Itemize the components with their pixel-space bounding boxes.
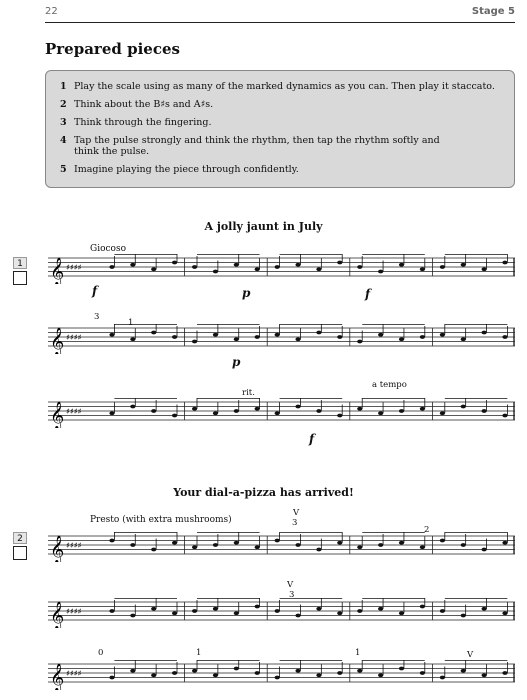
staff-notation xyxy=(48,532,515,562)
note-head xyxy=(213,543,218,547)
piece-1-number: 1 xyxy=(13,257,27,269)
instruction-item xyxy=(60,164,500,175)
staff-notation xyxy=(48,660,515,690)
note-head xyxy=(378,607,383,611)
note-head xyxy=(151,267,156,271)
note-head xyxy=(151,331,156,335)
note-head xyxy=(502,335,507,339)
fingering: 1 xyxy=(355,648,361,658)
note-head xyxy=(316,607,321,611)
note-head xyxy=(357,407,362,411)
note-head xyxy=(461,337,466,341)
note-head xyxy=(440,265,445,269)
note-head xyxy=(130,405,135,409)
note-head xyxy=(192,407,197,411)
staff-system xyxy=(48,324,515,354)
note-head xyxy=(420,335,425,339)
note-head xyxy=(275,609,280,613)
dynamic-marking: p xyxy=(242,286,251,300)
instruction-text: Imagine playing the piece through confidently. xyxy=(74,164,299,175)
key-signature: ♯♯♯♯ xyxy=(66,541,82,550)
note-head xyxy=(461,614,466,618)
note-head xyxy=(130,337,135,341)
instructions-box xyxy=(45,70,515,188)
fingering: 2 xyxy=(424,525,430,535)
instruction-number: 1 xyxy=(60,81,67,92)
note-head xyxy=(440,539,445,543)
note-head xyxy=(192,545,197,549)
note-head xyxy=(337,611,342,615)
staff-system xyxy=(48,398,515,428)
note-head xyxy=(399,263,404,267)
note-head xyxy=(440,333,445,337)
dynamic-marking: p xyxy=(232,355,241,369)
key-signature: ♯♯♯♯ xyxy=(66,407,82,416)
stage-label: Stage 5 xyxy=(471,6,515,17)
note-head xyxy=(316,409,321,413)
note-head xyxy=(399,667,404,671)
note-head xyxy=(234,409,239,413)
note-head xyxy=(275,539,280,543)
note-head xyxy=(109,539,114,543)
note-head xyxy=(151,409,156,413)
note-head xyxy=(357,265,362,269)
note-head xyxy=(420,267,425,271)
note-head xyxy=(399,409,404,413)
note-head xyxy=(109,333,114,337)
note-head xyxy=(109,609,114,613)
note-head xyxy=(357,340,362,344)
note-head xyxy=(130,543,135,547)
staff-system xyxy=(48,254,515,284)
note-head xyxy=(275,411,280,415)
note-head xyxy=(440,676,445,680)
note-head xyxy=(337,261,342,265)
note-head xyxy=(172,611,177,615)
note-head xyxy=(316,673,321,677)
note-head xyxy=(502,671,507,675)
instruction-item xyxy=(60,135,500,157)
instruction-number: 5 xyxy=(60,164,67,175)
note-head xyxy=(172,335,177,339)
note-head xyxy=(295,669,300,673)
treble-clef-icon: 𝄞 xyxy=(50,535,65,562)
note-head xyxy=(255,335,260,339)
note-head xyxy=(275,265,280,269)
note-head xyxy=(255,605,260,609)
page-header xyxy=(45,6,515,22)
note-head xyxy=(213,411,218,415)
treble-clef-icon: 𝄞 xyxy=(50,327,65,354)
note-head xyxy=(234,337,239,341)
note-head xyxy=(234,611,239,615)
dynamic-marking: f xyxy=(365,287,371,301)
note-head xyxy=(151,607,156,611)
note-head xyxy=(378,411,383,415)
note-head xyxy=(461,263,466,267)
note-head xyxy=(172,541,177,545)
page-number: 22 xyxy=(45,6,58,17)
instruction-item xyxy=(60,81,500,92)
note-head xyxy=(482,331,487,335)
treble-clef-icon: 𝄞 xyxy=(50,663,65,690)
note-head xyxy=(213,673,218,677)
note-head xyxy=(461,405,466,409)
note-head xyxy=(482,607,487,611)
note-head xyxy=(172,414,177,418)
note-head xyxy=(192,340,197,344)
note-head xyxy=(420,671,425,675)
bow-mark: V xyxy=(293,508,300,518)
note-head xyxy=(461,543,466,547)
staff-notation xyxy=(48,324,515,354)
note-head xyxy=(378,543,383,547)
piece-2-tick-box[interactable] xyxy=(13,546,27,560)
note-head xyxy=(399,541,404,545)
note-head xyxy=(482,548,487,552)
instruction-number: 4 xyxy=(60,135,67,146)
note-head xyxy=(234,541,239,545)
note-head xyxy=(337,414,342,418)
note-head xyxy=(192,669,197,673)
note-head xyxy=(151,673,156,677)
note-head xyxy=(234,667,239,671)
instruction-item xyxy=(60,117,500,128)
fingering: 3 xyxy=(94,312,100,322)
note-head xyxy=(399,337,404,341)
staff-notation xyxy=(48,398,515,428)
key-signature: ♯♯♯♯ xyxy=(66,607,82,616)
staff-system xyxy=(48,598,515,628)
note-head xyxy=(420,545,425,549)
note-head xyxy=(461,669,466,673)
note-head xyxy=(440,411,445,415)
instruction-text: Play the scale using as many of the marked dynamics as you can. Then play it staccato. xyxy=(74,81,495,92)
note-head xyxy=(420,407,425,411)
note-head xyxy=(109,265,114,269)
dynamic-marking: f xyxy=(92,284,98,298)
treble-clef-icon: 𝄞 xyxy=(50,257,65,284)
note-head xyxy=(109,411,114,415)
note-head xyxy=(151,548,156,552)
note-head xyxy=(337,335,342,339)
note-head xyxy=(192,609,197,613)
bow-mark: V xyxy=(467,650,474,660)
note-head xyxy=(109,676,114,680)
note-head xyxy=(295,337,300,341)
instruction-text: Think through the fingering. xyxy=(74,117,212,128)
instruction-text: Think about the B♯s and A♯s. xyxy=(74,99,214,110)
bow-mark: V xyxy=(287,580,294,590)
note-head xyxy=(337,541,342,545)
note-head xyxy=(316,331,321,335)
instruction-text: Tap the pulse strongly and think the rhythm, then tap the rhythm softly and think the pulse. xyxy=(74,135,440,157)
instruction-number: 3 xyxy=(60,117,67,128)
note-head xyxy=(316,267,321,271)
section-title: Prepared pieces xyxy=(45,40,180,58)
staff-notation xyxy=(48,254,515,284)
a-tempo-marking: a tempo xyxy=(372,380,407,390)
note-head xyxy=(378,673,383,677)
note-head xyxy=(357,609,362,613)
piece-1-tick-box[interactable] xyxy=(13,271,27,285)
note-head xyxy=(440,609,445,613)
instruction-number: 2 xyxy=(60,99,67,110)
note-head xyxy=(213,270,218,274)
note-head xyxy=(295,405,300,409)
fingering: 1 xyxy=(196,648,202,658)
note-head xyxy=(378,333,383,337)
note-head xyxy=(482,673,487,677)
note-head xyxy=(275,333,280,337)
note-head xyxy=(502,414,507,418)
note-head xyxy=(130,614,135,618)
note-head xyxy=(255,545,260,549)
note-head xyxy=(130,669,135,673)
note-head xyxy=(172,671,177,675)
note-head xyxy=(130,263,135,267)
note-head xyxy=(482,409,487,413)
fingering: 1 xyxy=(128,318,134,328)
treble-clef-icon: 𝄞 xyxy=(50,601,65,628)
fingering: 0 xyxy=(98,648,104,658)
piece-1-tempo: Giocoso xyxy=(90,244,126,254)
note-head xyxy=(502,611,507,615)
note-head xyxy=(482,267,487,271)
note-head xyxy=(172,261,177,265)
staff-notation xyxy=(48,598,515,628)
note-head xyxy=(420,605,425,609)
note-head xyxy=(213,607,218,611)
note-head xyxy=(502,541,507,545)
header-rule xyxy=(45,22,515,23)
note-head xyxy=(399,611,404,615)
rit-marking: rit. xyxy=(242,388,255,398)
piece-2-number: 2 xyxy=(13,532,27,544)
note-head xyxy=(378,270,383,274)
piece-2-tempo: Presto (with extra mushrooms) xyxy=(90,515,232,525)
dynamic-marking: f xyxy=(309,432,315,446)
note-head xyxy=(255,267,260,271)
piece-2-title: Your dial-a-pizza has arrived! xyxy=(173,486,354,499)
piece-1-title: A jolly jaunt in July xyxy=(204,220,323,233)
note-head xyxy=(295,263,300,267)
note-head xyxy=(255,407,260,411)
note-head xyxy=(357,669,362,673)
note-head xyxy=(192,265,197,269)
note-head xyxy=(295,543,300,547)
fingering: 3 xyxy=(292,518,298,528)
note-head xyxy=(337,671,342,675)
note-head xyxy=(234,263,239,267)
note-head xyxy=(295,614,300,618)
staff-system xyxy=(48,660,515,690)
key-signature: ♯♯♯♯ xyxy=(66,263,82,272)
staff-system xyxy=(48,532,515,562)
key-signature: ♯♯♯♯ xyxy=(66,333,82,342)
treble-clef-icon: 𝄞 xyxy=(50,401,65,428)
note-head xyxy=(275,676,280,680)
instruction-item xyxy=(60,99,500,110)
note-head xyxy=(255,671,260,675)
note-head xyxy=(502,261,507,265)
note-head xyxy=(316,548,321,552)
note-head xyxy=(357,545,362,549)
fingering: 3 xyxy=(289,590,295,600)
note-head xyxy=(213,333,218,337)
key-signature: ♯♯♯♯ xyxy=(66,669,82,678)
